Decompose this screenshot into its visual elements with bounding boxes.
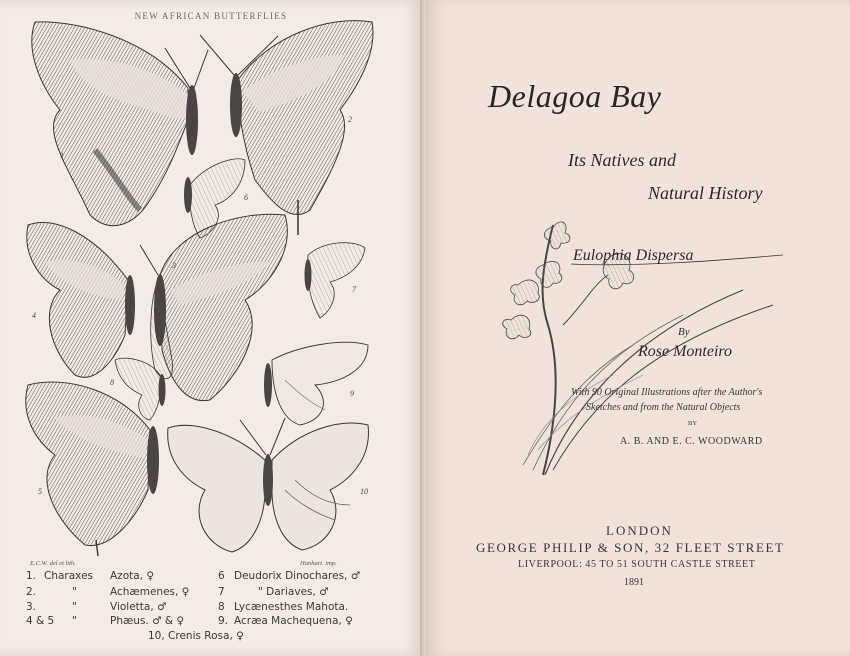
butterfly-plate-illustration	[0, 0, 422, 656]
orchid-illustration	[483, 205, 813, 475]
publisher-name: GEORGE PHILIP & SON, 32 FLEET STREET	[476, 540, 785, 555]
legend-num: 4 & 5	[26, 615, 55, 627]
author-name: Rose Monteiro	[638, 343, 733, 360]
legend-num: 1.	[26, 570, 37, 582]
butterfly-9	[264, 342, 368, 425]
figure-number: 4	[32, 311, 36, 320]
figure-number: 1	[60, 151, 64, 160]
legend-num: 9.	[218, 615, 229, 627]
legend-entry: " Dariaves, ♂	[258, 586, 329, 598]
illustrations-note-line-2: Sketches and from the Natural Objects	[586, 402, 741, 413]
species-legend	[0, 570, 422, 650]
legend-entry: Acræa Machequena, ♀	[234, 615, 353, 627]
legend-genus: "	[72, 615, 77, 627]
figure-number: 10	[360, 487, 368, 496]
by-small-label: BY	[688, 420, 698, 427]
figure-number: 3	[172, 261, 176, 270]
butterfly-10	[168, 418, 369, 552]
subtitle-line-1: Its Natives and	[568, 150, 676, 170]
legend-num: 8	[218, 601, 225, 613]
title-page	[428, 0, 850, 656]
legend-num: 2.	[26, 586, 37, 598]
legend-species: Violetta, ♂	[110, 601, 167, 613]
legend-entry: Deudorix Dinochares, ♂	[234, 570, 361, 582]
legend-species: Phæus. ♂ & ♀	[110, 615, 185, 627]
orchid-label: Eulophia Dispersa	[573, 247, 694, 264]
legend-entry: Lycænesthes Mahota.	[234, 601, 349, 613]
subtitle-line-2: Natural History	[648, 183, 763, 203]
figure-number: 7	[352, 285, 356, 294]
butterfly-1	[32, 22, 208, 226]
legend-species: Azota, ♀	[110, 570, 155, 582]
credit-artist: E.C.W. del et lith.	[30, 560, 76, 567]
book-title: Delagoa Bay	[488, 78, 662, 114]
legend-genus: "	[72, 601, 77, 613]
plate-page	[0, 0, 422, 656]
publisher-city: LONDON	[606, 523, 673, 538]
publication-year: 1891	[624, 577, 644, 588]
by-label: By	[678, 326, 690, 338]
legend-species: Achæmenes, ♀	[110, 586, 190, 598]
figure-number: 6	[244, 193, 248, 202]
butterfly-7	[305, 243, 366, 318]
legend-genus: "	[72, 586, 77, 598]
illustrations-note-line-1: With 90 Original Illustrations after the Author's	[571, 387, 763, 398]
publisher-liverpool: LIVERPOOL: 45 TO 51 SOUTH CASTLE STREET	[518, 559, 756, 570]
legend-num: 3.	[26, 601, 37, 613]
legend-num: 7	[218, 586, 225, 598]
figure-number: 9	[350, 389, 354, 398]
credit-printer: Hanhart. imp.	[300, 560, 337, 567]
butterfly-4	[27, 222, 135, 377]
plate-title: NEW AFRICAN BUTTERFLIES	[134, 11, 288, 21]
butterfly-2	[200, 21, 373, 235]
illustrators: A. B. AND E. C. WOODWARD	[620, 436, 763, 447]
figure-number: 5	[38, 487, 42, 496]
legend-bottom-entry: 10, Crenis Rosa, ♀	[148, 630, 244, 642]
legend-genus: Charaxes	[44, 570, 93, 582]
figure-number: 2	[348, 115, 352, 124]
figure-number: 8	[110, 378, 114, 387]
legend-num: 6	[218, 570, 225, 582]
